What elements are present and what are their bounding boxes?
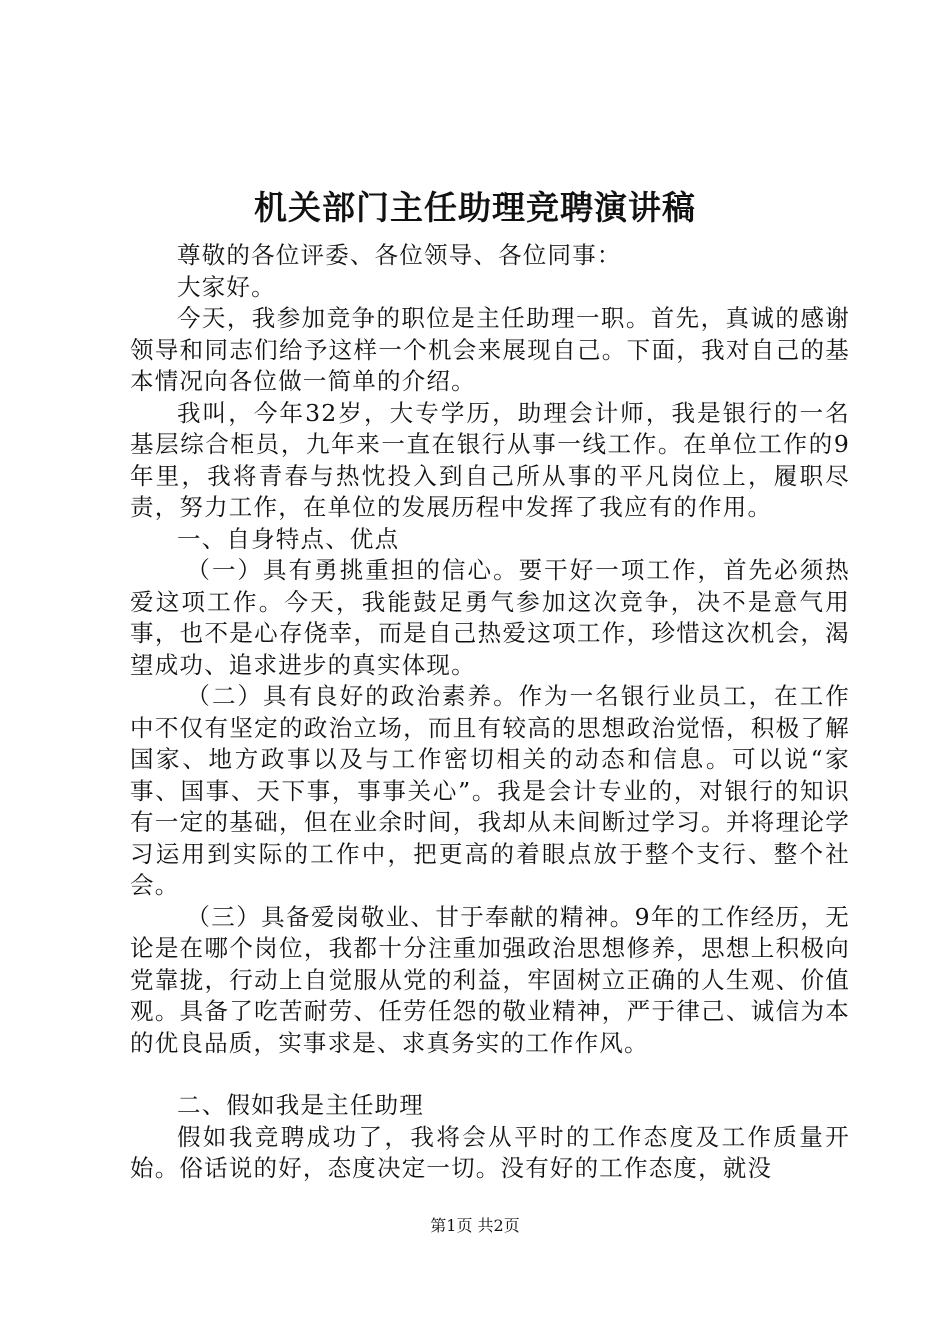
paragraph-point-3: （三）具备爱岗敬业、甘于奉献的精神。9年的工作经历，无论是在哪个岗位，我都十分注重加强政治思想修养，思想上积极向党靠拢，行动上自觉服从党的利益，牢固树立正确的人生观、价值观。具备了吃苦耐劳、任劳任怨的敬业精神，严于律己、诚信为本的优良品质，实事求是、求真务实的工作作风。: [130, 902, 850, 1057]
salutation: 尊敬的各位评委、各位领导、各位同事：: [177, 241, 622, 269]
page-number: 第1页 共2页: [430, 1216, 520, 1235]
section-heading-1: 一、自身特点、优点: [177, 524, 400, 553]
paragraph-point-1: （一）具有勇挑重担的信心。要干好一项工作，首先必须热爱这项工作。今天，我能鼓足勇气参加这次竞争，决不是意气用事，也不是心存侥幸，而是自己热爱这项工作，珍惜这次机会，渴望成功、追求进步的真实体现。: [130, 556, 850, 679]
paragraph-self-intro: 我叫，今年32岁，大专学历，助理会计师，我是银行的一名基层综合柜员，九年来一直在银行从事一线工作。在单位工作的9年里，我将青春与热忱投入到自己所从事的平凡岗位上，履职尽责，努力工作，在单位的发展历程中发挥了我应有的作用。: [130, 398, 850, 521]
paragraph-intro: 今天，我参加竞争的职位是主任助理一职。首先，真诚的感谢领导和同志们给予这样一个机会来展现自己。下面，我对自己的基本情况向各位做一简单的介绍。: [130, 304, 850, 395]
section-heading-2: 二、假如我是主任助理: [177, 1091, 424, 1119]
paragraph-point-2: （二）具有良好的政治素养。作为一名银行业员工，在工作中不仅有坚定的政治立场，而且有较高的思想政治觉悟，积极了解国家、地方政事以及与工作密切相关的动态和信息。可以说“家事、国事、天下事，事事关心”。我是会计专业的，对银行的知识有一定的基础，但在业余时间，我却从未间断过学习。并将理论学习运用到实际的工作中，把更高的着眼点放于整个支行、整个社会。: [130, 682, 850, 899]
paragraph-plan: 假如我竞聘成功了，我将会从平时的工作态度及工作质量开始。俗话说的好，态度决定一切。没有好的工作态度，就没: [130, 1122, 850, 1182]
document-body: [130, 240, 850, 1185]
greeting: 大家好。: [177, 272, 276, 301]
document-title: 机关部门主任助理竞聘演讲稿: [254, 188, 696, 227]
